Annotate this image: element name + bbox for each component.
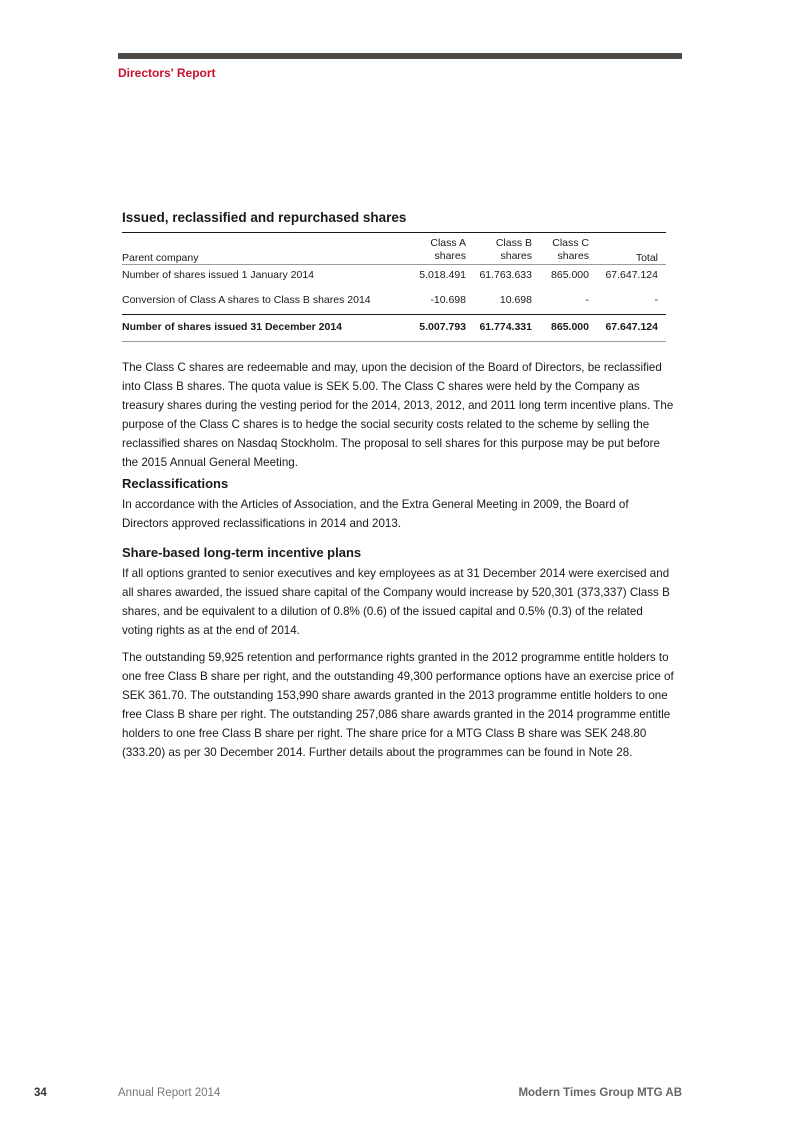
row-label: Number of shares issued 31 December 2014 <box>122 321 343 333</box>
cell-class-b: 61.774.331 <box>479 321 532 333</box>
header-parent-company: Parent company <box>122 252 199 264</box>
header-class-b: Class B shares <box>495 237 532 262</box>
header-total: Total <box>635 252 658 264</box>
incentive-paragraph-2: The outstanding 59,925 retention and performance rights granted in the 2012 programme entitle holders to one free Class B share per right, and the outstanding 49,300 performance options have an exercise price of SEK 361.70. The outstanding 153,990 share awards granted in the 2013 programme entitle holders to one free Class B share per right. The outstanding 257,086 share awards granted in the 2014 programme entitle holders to one free Class B share per right. The share price for a MTG Class B share was SEK 248.80 (333.20) as per 30 December 2014. Further details about the programmes can be found in Note 28. <box>122 651 674 759</box>
cell-class-b: 10.698 <box>499 294 532 306</box>
cell-class-a: 5.007.793 <box>419 321 466 333</box>
cell-total: 67.647.124 <box>605 321 658 333</box>
row-label: Number of shares issued 1 January 2014 <box>122 269 315 281</box>
row-label: Conversion of Class A shares to Class B shares 2014 <box>122 294 371 306</box>
table-title: Issued, reclassified and repurchased shares <box>122 210 407 225</box>
cell-total: 67.647.124 <box>605 269 658 281</box>
company-name: Modern Times Group MTG AB <box>518 1087 682 1099</box>
header-class-c: Class C shares <box>552 237 589 262</box>
table-divider <box>122 314 666 315</box>
incentive-paragraph-1: If all options granted to senior executives and key employees as at 31 December 2014 were exercised and all shares awarded, the issued share capital of the Company would increase by 520,301 (373,337) Class B shares, and be equivalent to a dilution of 0.8% (0.6) of the issued capital and 0.5% (0.3) of the related voting rights as at the end of 2014. <box>122 567 670 637</box>
reclassifications-paragraph: In accordance with the Articles of Association, and the Extra General Meeting in 2009, the Board of Directors approved reclassifications in 2014 and 2013. <box>122 498 629 530</box>
incentive-plans-heading: Share-based long-term incentive plans <box>122 545 362 560</box>
cell-class-c: 865.000 <box>551 321 589 333</box>
table-divider <box>122 264 666 265</box>
header-class-a: Class A shares <box>430 237 466 262</box>
cell-class-a: 5.018.491 <box>419 269 466 281</box>
cell-class-c: 865.000 <box>551 269 589 281</box>
cell-class-b: 61.763.633 <box>479 269 532 281</box>
cell-total: - <box>654 294 658 306</box>
reclassifications-heading: Reclassifications <box>122 476 229 491</box>
report-name: Annual Report 2014 <box>118 1087 221 1099</box>
section-label: Directors' Report <box>118 66 216 80</box>
table-top-rule <box>122 232 666 233</box>
cell-class-c: - <box>585 294 589 306</box>
class-c-paragraph: The Class C shares are redeemable and may, upon the decision of the Board of Directors, be reclassified into Class B shares. The quota value is SEK 5.00. The Class C shares were held by the Company as treasury shares during the vesting period for the 2014, 2013, 2012, and 2011 long term incentive plans. The purpose of the Class C shares is to hedge the social security costs related to the scheme by selling the reclassified shares on Nasdaq Stockholm. The proposal to sell shares for this purpose may be put before the 2015 Annual General Meeting. <box>122 361 674 469</box>
page-number: 34 <box>34 1087 47 1099</box>
cell-class-a: -10.698 <box>430 294 466 306</box>
header-rule <box>118 53 682 59</box>
table-bottom-rule <box>122 341 666 342</box>
